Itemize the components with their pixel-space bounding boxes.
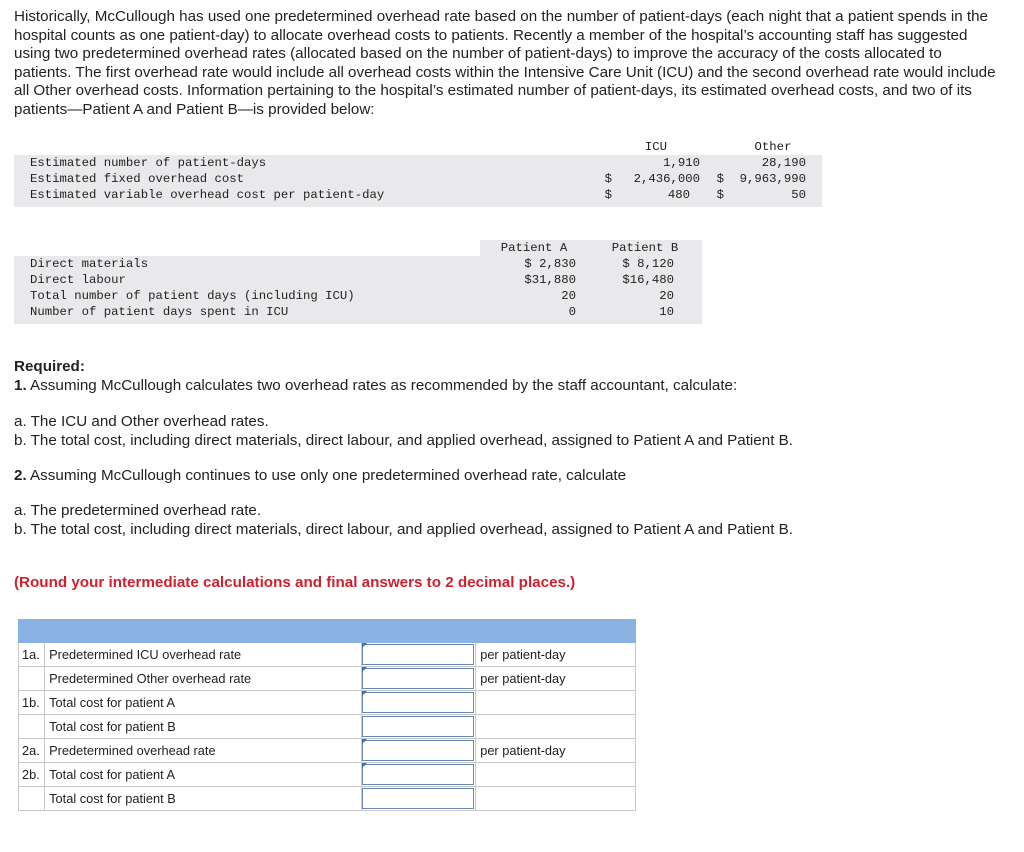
col-patient-b-header: Patient B (588, 240, 702, 256)
total-cost-b-cell (361, 715, 476, 739)
question-1a: a. The ICU and Other overhead rates. (14, 413, 269, 430)
row-unit: per patient-day (476, 667, 636, 691)
question-2-text: Assuming McCullough continues to use only one predetermined overhead rate, calculate (26, 467, 627, 484)
question-2a: a. The predetermined overhead rate. (14, 502, 262, 519)
overhead-table-header (14, 139, 822, 155)
icu-sign: $ (604, 188, 612, 202)
other-sign (700, 155, 724, 171)
icu-sign (574, 155, 612, 171)
question-2-number: 2. (14, 467, 27, 484)
row-unit (476, 787, 636, 811)
row-description: Total cost for patient B (45, 715, 362, 739)
required-heading: Required: (14, 358, 85, 375)
table-row (14, 171, 822, 187)
row-number: 1a. (19, 643, 45, 667)
patient-table-header (14, 240, 702, 256)
answer-table (18, 619, 636, 811)
total-cost-a-cell (361, 691, 476, 715)
row-description: Total cost for patient A (45, 763, 362, 787)
patient-a-value: $ 2,830 (524, 257, 576, 271)
other-rate-input[interactable] (362, 668, 474, 689)
icu-value: 480 (667, 188, 690, 202)
problem-intro: Historically, McCullough has used one predetermined overhead rate based on the number of patient-days (each night that a patient spends in the hospital counts as one patient-day) to allocate overhead costs to patients. Recently a member of the hospital’s accounting staff has suggested using two predetermined overhead rates (allocated based on the number of patient-days) to improve the accuracy of the costs allocated to patients. The first overhead rate would include all overhead costs within the Intensive Care Unit (ICU) and the second overhead rate would include all Other overhead costs. Information pertaining to the hospital’s estimated number of patient-days, its estimated overhead costs, and two of its patients—Patient A and Patient B—is provided below: (14, 8, 996, 118)
col-icu-header: ICU (644, 140, 668, 154)
row-unit (476, 691, 636, 715)
row-unit (476, 763, 636, 787)
table-row (14, 304, 702, 320)
row-number (19, 667, 45, 691)
row-description: Total cost for patient A (45, 691, 362, 715)
single-rate-input[interactable] (362, 740, 474, 761)
row-unit: per patient-day (476, 643, 636, 667)
answer-row (19, 667, 636, 691)
patient-data-table (14, 240, 702, 324)
other-value: 9,963,990 (739, 172, 806, 186)
row-number: 2b. (19, 763, 45, 787)
row-label: Direct labour (30, 273, 126, 287)
answer-row (19, 691, 636, 715)
other-value: 50 (791, 188, 806, 202)
table-row (14, 187, 822, 203)
single-total-a-cell (361, 763, 476, 787)
table-row (14, 256, 702, 272)
answer-row (19, 763, 636, 787)
patient-b-value: 10 (659, 305, 674, 319)
icu-value: 2,436,000 (633, 172, 700, 186)
question-1-number: 1. (14, 377, 27, 394)
patient-a-value: $31,880 (524, 273, 576, 287)
patient-b-value: $ 8,120 (622, 257, 674, 271)
single-rate-cell (361, 739, 476, 763)
patient-a-value: 0 (568, 305, 576, 319)
row-description: Predetermined ICU overhead rate (45, 643, 362, 667)
col-patient-a-header: Patient A (480, 240, 588, 256)
icu-rate-cell (361, 643, 476, 667)
icu-value: 1,910 (663, 156, 700, 170)
patient-b-value: 20 (659, 289, 674, 303)
input-flag-icon (362, 691, 367, 696)
table-bottom-bar (14, 203, 822, 207)
other-rate-cell (361, 667, 476, 691)
row-number (19, 715, 45, 739)
question-2b: b. The total cost, including direct materials, direct labour, and applied overhead, assigned to Patient A and Patient B. (14, 521, 793, 538)
table-row (14, 155, 822, 171)
col-other-header: Other (754, 140, 792, 154)
patient-a-value: 20 (561, 289, 576, 303)
answer-row (19, 715, 636, 739)
single-total-patient-b-input[interactable] (362, 788, 474, 809)
table-row (14, 288, 702, 304)
row-label: Estimated fixed overhead cost (30, 172, 245, 186)
question-1b: b. The total cost, including direct materials, direct labour, and applied overhead, assigned to Patient A and Patient B. (14, 432, 793, 449)
table-row (14, 272, 702, 288)
answer-row (19, 643, 636, 667)
row-number: 2a. (19, 739, 45, 763)
input-flag-icon (362, 763, 367, 768)
other-sign: $ (716, 188, 724, 202)
row-label: Number of patient days spent in ICU (30, 305, 289, 319)
row-unit (476, 715, 636, 739)
single-total-patient-a-input[interactable] (362, 764, 474, 785)
single-total-b-cell (361, 787, 476, 811)
row-label: Direct materials (30, 257, 149, 271)
row-description: Predetermined overhead rate (45, 739, 362, 763)
row-number (19, 787, 45, 811)
patient-b-value: $16,480 (622, 273, 674, 287)
row-label: Estimated variable overhead cost per patient-day (30, 188, 385, 202)
other-sign: $ (716, 172, 724, 186)
input-flag-icon (362, 667, 367, 672)
required-section (14, 357, 1004, 539)
row-label: Total number of patient days (including ICU) (30, 289, 355, 303)
table-bottom-bar (14, 320, 702, 324)
row-unit: per patient-day (476, 739, 636, 763)
question-2 (14, 466, 1004, 485)
total-cost-patient-a-input[interactable] (362, 692, 474, 713)
icu-rate-input[interactable] (362, 644, 474, 665)
total-cost-patient-b-input[interactable] (362, 716, 474, 737)
input-flag-icon (362, 643, 367, 648)
question-1 (14, 376, 1004, 395)
row-label: Estimated number of patient-days (30, 156, 267, 170)
row-description: Total cost for patient B (45, 787, 362, 811)
row-number: 1b. (19, 691, 45, 715)
icu-sign: $ (604, 172, 612, 186)
question-1-text: Assuming McCullough calculates two overhead rates as recommended by the staff accountant, calculate: (26, 377, 738, 394)
overhead-data-table (14, 139, 822, 207)
answer-row (19, 787, 636, 811)
other-value: 28,190 (761, 156, 806, 170)
row-description: Predetermined Other overhead rate (45, 667, 362, 691)
answer-table-header (19, 620, 636, 643)
answer-row (19, 739, 636, 763)
input-flag-icon (362, 739, 367, 744)
rounding-note: (Round your intermediate calculations and final answers to 2 decimal places.) (14, 574, 576, 591)
